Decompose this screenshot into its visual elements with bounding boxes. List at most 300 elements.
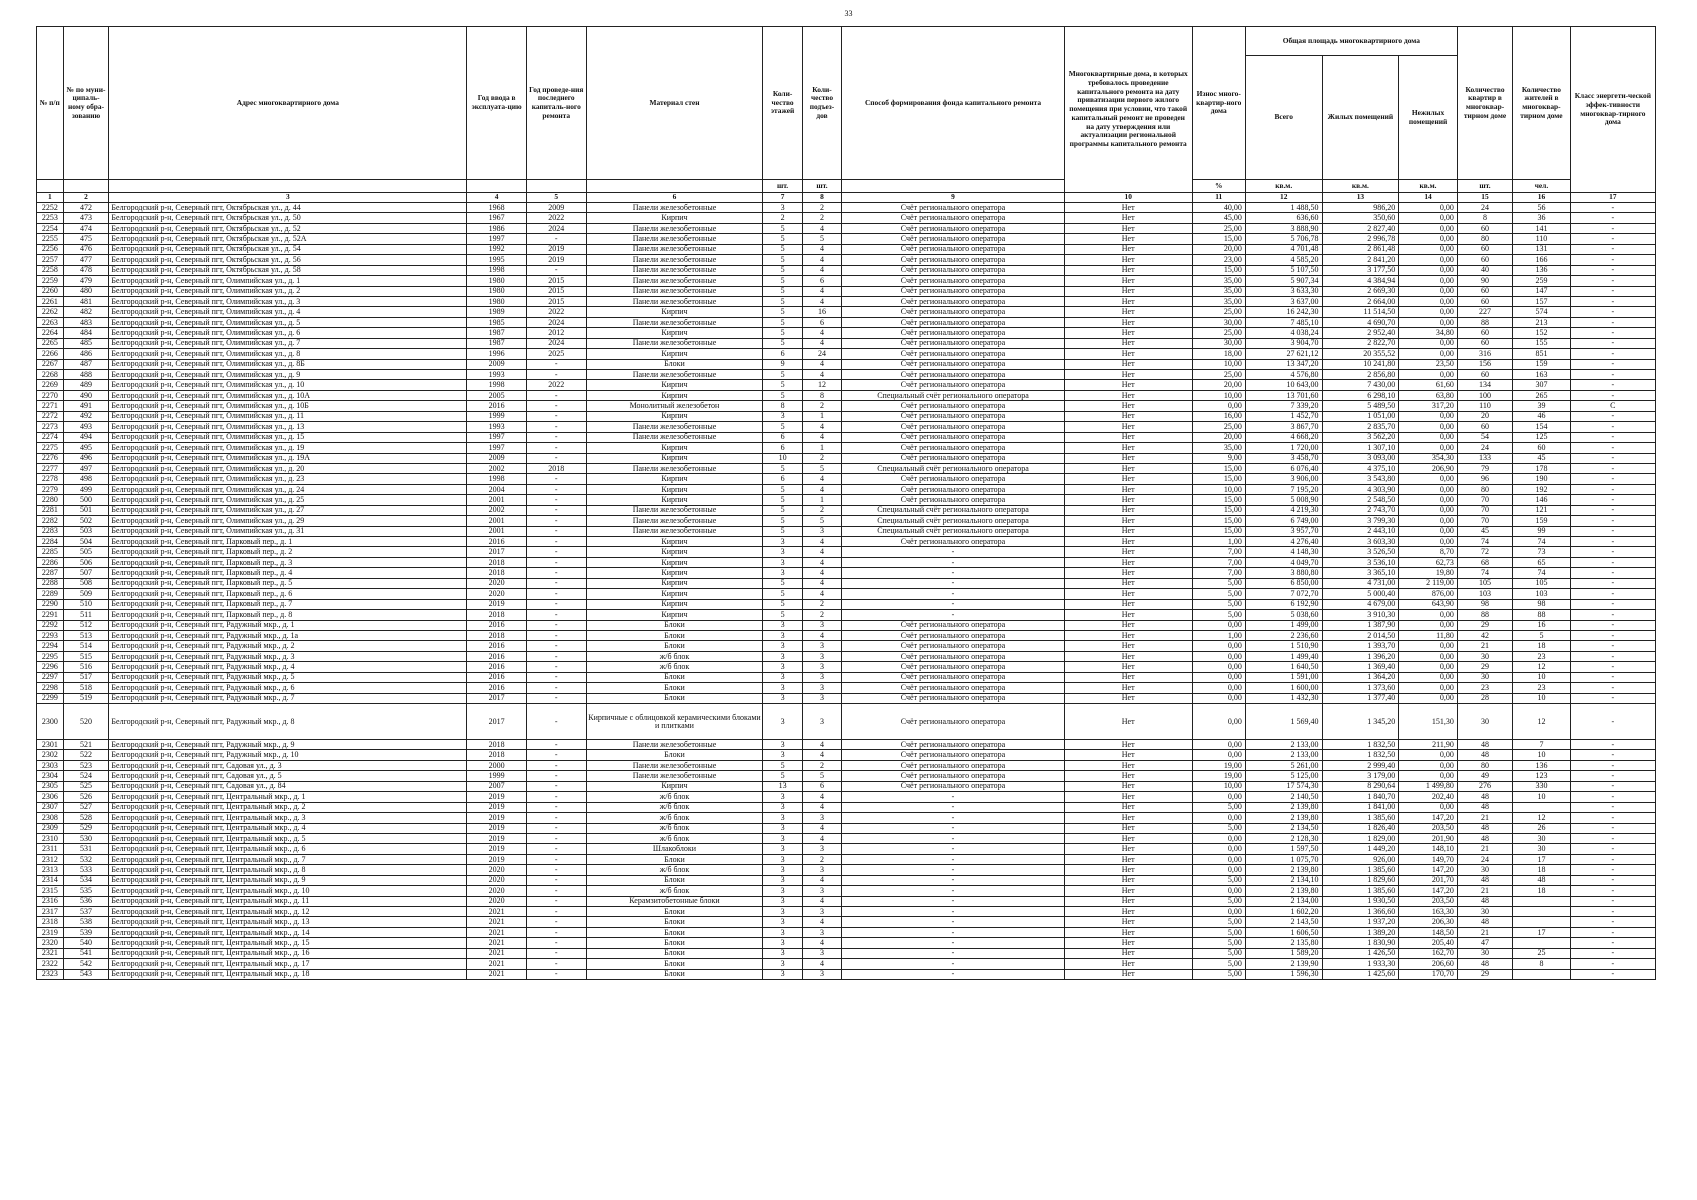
floors-cell: 13 — [763, 781, 802, 791]
entrances-cell: 3 — [802, 844, 841, 854]
area-living-cell: 1 829,60 — [1322, 875, 1399, 885]
area-nonliving-cell: 0,00 — [1399, 484, 1458, 494]
year-built-cell: 2016 — [467, 683, 527, 693]
privatization-cell: Нет — [1064, 557, 1192, 567]
wear-cell: 25,00 — [1192, 223, 1245, 233]
year-repair-cell: - — [526, 411, 586, 421]
privatization-cell: Нет — [1064, 463, 1192, 473]
floors-cell: 5 — [763, 296, 802, 306]
municipal-number: 490 — [63, 390, 109, 400]
wall-material-cell: Блоки — [586, 927, 763, 937]
year-repair-cell: 2015 — [526, 276, 586, 286]
wear-cell: 5,00 — [1192, 917, 1245, 927]
address-cell: Белгородский р-н, Северный пгт, Радужный мкр., д. 1 — [109, 620, 467, 630]
header-apartments: Количество квартир в многоквар-тирном доме — [1457, 27, 1512, 180]
area-nonliving-cell: 0,00 — [1399, 422, 1458, 432]
address-cell: Белгородский р-н, Северный пгт, Олимпийская ул., д. 29 — [109, 516, 467, 526]
wall-material-cell: ж/б блок — [586, 662, 763, 672]
row-number: 2295 — [37, 651, 64, 661]
privatization-cell: Нет — [1064, 589, 1192, 599]
table-row — [37, 750, 1656, 760]
wear-cell: 1,00 — [1192, 537, 1245, 547]
wear-cell: 5,00 — [1192, 589, 1245, 599]
wall-material-cell: Шлакоблоки — [586, 844, 763, 854]
year-repair-cell: - — [526, 453, 586, 463]
table-row — [37, 276, 1656, 286]
area-total-cell: 6 749,00 — [1245, 516, 1322, 526]
residents-cell: 39 — [1513, 401, 1571, 411]
fund-method-cell: - — [842, 792, 1065, 802]
table-row — [37, 349, 1656, 359]
municipal-number: 534 — [63, 875, 109, 885]
year-repair-cell: - — [526, 802, 586, 812]
wall-material-cell: Блоки — [586, 641, 763, 651]
wear-cell: 0,00 — [1192, 813, 1245, 823]
residents-cell: 17 — [1513, 854, 1571, 864]
residents-cell: 125 — [1513, 432, 1571, 442]
municipal-number: 484 — [63, 328, 109, 338]
year-built-cell: 2018 — [467, 610, 527, 620]
floors-cell: 3 — [763, 907, 802, 917]
address-cell: Белгородский р-н, Северный пгт, Олимпийская ул., д. 10 — [109, 380, 467, 390]
area-total-cell: 3 458,70 — [1245, 453, 1322, 463]
wall-material-cell: Кирпич — [586, 537, 763, 547]
area-total-cell: 1 600,00 — [1245, 683, 1322, 693]
table-row — [37, 802, 1656, 812]
municipal-number: 521 — [63, 740, 109, 750]
fund-method-cell: Счёт регионального оператора — [842, 760, 1065, 770]
year-built-cell: 1995 — [467, 255, 527, 265]
floors-cell: 5 — [763, 771, 802, 781]
year-repair-cell: - — [526, 620, 586, 630]
year-repair-cell: - — [526, 641, 586, 651]
wear-cell: 15,00 — [1192, 495, 1245, 505]
year-built-cell: 1998 — [467, 380, 527, 390]
privatization-cell: Нет — [1064, 704, 1192, 740]
row-number: 2286 — [37, 557, 64, 567]
area-total-cell: 1 499,40 — [1245, 651, 1322, 661]
apartments-cell: 30 — [1457, 704, 1512, 740]
energy-class-cell: - — [1570, 589, 1655, 599]
floors-cell: 3 — [763, 704, 802, 740]
header-mun-no: № по муни-ципаль-ному обра-зованию — [63, 27, 109, 180]
wall-material-cell: Панели железобетонные — [586, 286, 763, 296]
privatization-cell: Нет — [1064, 771, 1192, 781]
year-built-cell: 1986 — [467, 223, 527, 233]
area-nonliving-cell: 0,00 — [1399, 672, 1458, 682]
year-repair-cell: - — [526, 683, 586, 693]
year-repair-cell: - — [526, 547, 586, 557]
area-total-cell: 1 720,00 — [1245, 443, 1322, 453]
residents-cell: 74 — [1513, 568, 1571, 578]
area-nonliving-cell: 147,20 — [1399, 865, 1458, 875]
area-living-cell: 2 664,00 — [1322, 296, 1399, 306]
area-total-cell: 5 125,00 — [1245, 771, 1322, 781]
table-row — [37, 317, 1656, 327]
residents-cell: 131 — [1513, 244, 1571, 254]
apartments-cell: 80 — [1457, 234, 1512, 244]
table-row — [37, 907, 1656, 917]
address-cell: Белгородский р-н, Северный пгт, Октябрьская ул., д. 50 — [109, 213, 467, 223]
row-number: 2265 — [37, 338, 64, 348]
fund-method-cell: Счёт регионального оператора — [842, 370, 1065, 380]
address-cell: Белгородский р-н, Северный пгт, Олимпийская ул., д. 6 — [109, 328, 467, 338]
energy-class-cell: - — [1570, 672, 1655, 682]
energy-class-cell: - — [1570, 802, 1655, 812]
table-row — [37, 244, 1656, 254]
year-repair-cell: - — [526, 740, 586, 750]
fund-method-cell: Счёт регионального оператора — [842, 244, 1065, 254]
privatization-cell: Нет — [1064, 578, 1192, 588]
table-row — [37, 969, 1656, 979]
floors-cell: 10 — [763, 453, 802, 463]
privatization-cell: Нет — [1064, 370, 1192, 380]
area-total-cell: 2 139,80 — [1245, 865, 1322, 875]
floors-cell: 3 — [763, 740, 802, 750]
row-number: 2276 — [37, 453, 64, 463]
area-nonliving-cell: 0,00 — [1399, 234, 1458, 244]
units-row — [37, 180, 1656, 193]
entrances-cell: 4 — [802, 422, 841, 432]
floors-cell: 3 — [763, 886, 802, 896]
floors-cell: 5 — [763, 526, 802, 536]
privatization-cell: Нет — [1064, 537, 1192, 547]
wall-material-cell: Блоки — [586, 875, 763, 885]
floors-cell: 3 — [763, 865, 802, 875]
apartments-cell: 30 — [1457, 651, 1512, 661]
floors-cell: 9 — [763, 359, 802, 369]
area-living-cell: 3 365,10 — [1322, 568, 1399, 578]
entrances-cell: 2 — [802, 610, 841, 620]
residents-cell: 30 — [1513, 833, 1571, 843]
table-row — [37, 693, 1656, 703]
municipal-number: 531 — [63, 844, 109, 854]
apartments-cell: 47 — [1457, 938, 1512, 948]
area-total-cell: 7 195,20 — [1245, 484, 1322, 494]
floors-cell: 6 — [763, 432, 802, 442]
table-row — [37, 813, 1656, 823]
row-number: 2294 — [37, 641, 64, 651]
municipal-number: 538 — [63, 917, 109, 927]
residents-cell — [1513, 969, 1571, 979]
table-row — [37, 328, 1656, 338]
floors-cell: 5 — [763, 422, 802, 432]
address-cell: Белгородский р-н, Северный пгт, Центральный мкр., д. 1 — [109, 792, 467, 802]
area-total-cell: 1 606,50 — [1245, 927, 1322, 937]
header-area-nonliving: Нежилых помещений — [1399, 56, 1458, 180]
fund-method-cell: Специальный счёт регионального оператора — [842, 463, 1065, 473]
wear-cell: 23,00 — [1192, 255, 1245, 265]
energy-class-cell: - — [1570, 265, 1655, 275]
address-cell: Белгородский р-н, Северный пгт, Центральный мкр., д. 9 — [109, 875, 467, 885]
area-nonliving-cell: 0,00 — [1399, 516, 1458, 526]
area-nonliving-cell: 147,20 — [1399, 886, 1458, 896]
municipal-number: 505 — [63, 547, 109, 557]
unit-area-total: кв.м. — [1245, 180, 1322, 193]
entrances-cell: 4 — [802, 896, 841, 906]
apartments-cell: 60 — [1457, 422, 1512, 432]
address-cell: Белгородский р-н, Северный пгт, Олимпийская ул., д. 27 — [109, 505, 467, 515]
address-cell: Белгородский р-н, Северный пгт, Садовая ул., д. 5 — [109, 771, 467, 781]
year-built-cell: 2001 — [467, 516, 527, 526]
wear-cell: 0,00 — [1192, 833, 1245, 843]
area-nonliving-cell: 206,90 — [1399, 463, 1458, 473]
entrances-cell: 3 — [802, 683, 841, 693]
energy-class-cell: - — [1570, 338, 1655, 348]
column-number: 16 — [1513, 193, 1571, 203]
area-nonliving-cell: 876,00 — [1399, 589, 1458, 599]
privatization-cell: Нет — [1064, 760, 1192, 770]
wall-material-cell: Кирпич — [586, 213, 763, 223]
entrances-cell: 3 — [802, 672, 841, 682]
area-nonliving-cell: 0,00 — [1399, 432, 1458, 442]
row-number: 2292 — [37, 620, 64, 630]
area-nonliving-cell: 0,00 — [1399, 370, 1458, 380]
energy-class-cell: - — [1570, 244, 1655, 254]
wear-cell: 0,00 — [1192, 641, 1245, 651]
year-built-cell: 2000 — [467, 760, 527, 770]
area-total-cell: 2 134,50 — [1245, 823, 1322, 833]
address-cell: Белгородский р-н, Северный пгт, Радужный мкр., д. 2 — [109, 641, 467, 651]
area-nonliving-cell: 63,80 — [1399, 390, 1458, 400]
apartments-cell: 276 — [1457, 781, 1512, 791]
floors-cell: 3 — [763, 792, 802, 802]
privatization-cell: Нет — [1064, 495, 1192, 505]
area-living-cell: 2 822,70 — [1322, 338, 1399, 348]
privatization-cell: Нет — [1064, 276, 1192, 286]
entrances-cell: 2 — [802, 760, 841, 770]
table-row — [37, 526, 1656, 536]
year-repair-cell: - — [526, 557, 586, 567]
year-repair-cell: - — [526, 959, 586, 969]
row-number: 2252 — [37, 203, 64, 213]
column-number: 13 — [1322, 193, 1399, 203]
fund-method-cell: Счёт регионального оператора — [842, 234, 1065, 244]
address-cell: Белгородский р-н, Северный пгт, Олимпийская ул., д. 7 — [109, 338, 467, 348]
entrances-cell: 3 — [802, 651, 841, 661]
year-built-cell: 2002 — [467, 463, 527, 473]
table-row — [37, 651, 1656, 661]
entrances-cell: 8 — [802, 390, 841, 400]
fund-method-cell: Счёт регионального оператора — [842, 307, 1065, 317]
wall-material-cell: Панели железобетонные — [586, 370, 763, 380]
energy-class-cell: - — [1570, 740, 1655, 750]
floors-cell: 3 — [763, 641, 802, 651]
table-row — [37, 589, 1656, 599]
residents-cell: 159 — [1513, 359, 1571, 369]
table-row — [37, 557, 1656, 567]
header-privatization: Многоквартирные дома, в которых требовалось проведение капитального ремонта на дату приватизации первого жилого помещения при условии, что такой капитальный ремонт не проведен на дату утверждения или актуализации региональной программы капитального ремонта — [1064, 27, 1192, 193]
area-total-cell: 4 585,20 — [1245, 255, 1322, 265]
area-living-cell: 2 841,20 — [1322, 255, 1399, 265]
energy-class-cell: - — [1570, 557, 1655, 567]
address-cell: Белгородский р-н, Северный пгт, Олимпийская ул., д. 20 — [109, 463, 467, 473]
fund-method-cell: - — [842, 927, 1065, 937]
area-living-cell: 1 841,00 — [1322, 802, 1399, 812]
wear-cell: 40,00 — [1192, 203, 1245, 213]
address-cell: Белгородский р-н, Северный пгт, Олимпийская ул., д. 1 — [109, 276, 467, 286]
residents-cell: 88 — [1513, 610, 1571, 620]
entrances-cell: 4 — [802, 833, 841, 843]
wear-cell: 0,00 — [1192, 693, 1245, 703]
address-cell: Белгородский р-н, Северный пгт, Центральный мкр., д. 15 — [109, 938, 467, 948]
apartments-cell: 21 — [1457, 927, 1512, 937]
apartments-cell: 70 — [1457, 495, 1512, 505]
floors-cell: 3 — [763, 630, 802, 640]
year-built-cell: 2017 — [467, 693, 527, 703]
privatization-cell: Нет — [1064, 390, 1192, 400]
row-number: 2253 — [37, 213, 64, 223]
area-living-cell: 2 014,50 — [1322, 630, 1399, 640]
address-cell: Белгородский р-н, Северный пгт, Центральный мкр., д. 3 — [109, 813, 467, 823]
municipal-number: 491 — [63, 401, 109, 411]
fund-method-cell: - — [842, 948, 1065, 958]
fund-method-cell: Счёт регионального оператора — [842, 693, 1065, 703]
fund-method-cell: - — [842, 610, 1065, 620]
apartments-cell: 20 — [1457, 411, 1512, 421]
apartments-cell: 48 — [1457, 823, 1512, 833]
table-row — [37, 265, 1656, 275]
privatization-cell: Нет — [1064, 349, 1192, 359]
municipal-number: 492 — [63, 411, 109, 421]
area-living-cell: 1 425,60 — [1322, 969, 1399, 979]
privatization-cell: Нет — [1064, 255, 1192, 265]
energy-class-cell: - — [1570, 620, 1655, 630]
wall-material-cell: Панели железобетонные — [586, 463, 763, 473]
wear-cell: 0,00 — [1192, 704, 1245, 740]
municipal-number: 529 — [63, 823, 109, 833]
apartments-cell: 110 — [1457, 401, 1512, 411]
wear-cell: 19,00 — [1192, 760, 1245, 770]
row-number: 2272 — [37, 411, 64, 421]
year-built-cell: 1997 — [467, 234, 527, 244]
fund-method-cell: Счёт регионального оператора — [842, 781, 1065, 791]
privatization-cell: Нет — [1064, 813, 1192, 823]
address-cell: Белгородский р-н, Северный пгт, Центральный мкр., д. 18 — [109, 969, 467, 979]
column-number: 17 — [1570, 193, 1655, 203]
address-cell: Белгородский р-н, Северный пгт, Олимпийская ул., д. 9 — [109, 370, 467, 380]
area-living-cell: 6 298,10 — [1322, 390, 1399, 400]
table-row — [37, 307, 1656, 317]
entrances-cell: 4 — [802, 630, 841, 640]
year-repair-cell: - — [526, 781, 586, 791]
privatization-cell: Нет — [1064, 907, 1192, 917]
entrances-cell: 2 — [802, 599, 841, 609]
area-total-cell: 4 701,48 — [1245, 244, 1322, 254]
municipal-number: 479 — [63, 276, 109, 286]
wall-material-cell: Кирпич — [586, 443, 763, 453]
floors-cell: 5 — [763, 495, 802, 505]
table-row — [37, 771, 1656, 781]
year-built-cell: 2018 — [467, 740, 527, 750]
fund-method-cell: - — [842, 823, 1065, 833]
wall-material-cell: Кирпич — [586, 599, 763, 609]
privatization-cell: Нет — [1064, 432, 1192, 442]
fund-method-cell: Специальный счёт регионального оператора — [842, 505, 1065, 515]
wear-cell: 0,00 — [1192, 683, 1245, 693]
column-number: 8 — [802, 193, 841, 203]
year-built-cell: 2020 — [467, 886, 527, 896]
year-repair-cell: - — [526, 568, 586, 578]
energy-class-cell: - — [1570, 865, 1655, 875]
wall-material-cell: Панели железобетонные — [586, 265, 763, 275]
year-repair-cell: - — [526, 875, 586, 885]
address-cell: Белгородский р-н, Северный пгт, Октябрьская ул., д. 44 — [109, 203, 467, 213]
area-living-cell: 2 669,30 — [1322, 286, 1399, 296]
wall-material-cell: Блоки — [586, 854, 763, 864]
table-row — [37, 854, 1656, 864]
municipal-number: 501 — [63, 505, 109, 515]
entrances-cell: 4 — [802, 568, 841, 578]
wear-cell: 5,00 — [1192, 802, 1245, 812]
residents-cell: 45 — [1513, 453, 1571, 463]
fund-method-cell: Счёт регионального оператора — [842, 380, 1065, 390]
residents-cell: 10 — [1513, 792, 1571, 802]
fund-method-cell: Счёт регионального оператора — [842, 401, 1065, 411]
area-living-cell: 20 355,52 — [1322, 349, 1399, 359]
apartments-cell: 60 — [1457, 296, 1512, 306]
area-total-cell: 1 602,20 — [1245, 907, 1322, 917]
apartments-cell: 54 — [1457, 432, 1512, 442]
column-number: 3 — [109, 193, 467, 203]
year-built-cell: 1989 — [467, 307, 527, 317]
area-nonliving-cell: 0,00 — [1399, 802, 1458, 812]
area-living-cell: 2 743,70 — [1322, 505, 1399, 515]
apartments-cell: 29 — [1457, 662, 1512, 672]
fund-method-cell: - — [842, 969, 1065, 979]
energy-class-cell: - — [1570, 317, 1655, 327]
address-cell: Белгородский р-н, Северный пгт, Центральный мкр., д. 12 — [109, 907, 467, 917]
year-built-cell: 2019 — [467, 833, 527, 843]
entrances-cell: 4 — [802, 328, 841, 338]
municipal-number: 516 — [63, 662, 109, 672]
area-living-cell: 1 832,50 — [1322, 740, 1399, 750]
energy-class-cell: - — [1570, 296, 1655, 306]
area-living-cell: 1 396,20 — [1322, 651, 1399, 661]
entrances-cell: 6 — [802, 781, 841, 791]
area-total-cell: 2 133,00 — [1245, 750, 1322, 760]
row-number: 2297 — [37, 672, 64, 682]
wear-cell: 15,00 — [1192, 234, 1245, 244]
apartments-cell: 30 — [1457, 672, 1512, 682]
floors-cell: 3 — [763, 969, 802, 979]
privatization-cell: Нет — [1064, 651, 1192, 661]
area-living-cell: 1 373,60 — [1322, 683, 1399, 693]
area-total-cell: 5 008,90 — [1245, 495, 1322, 505]
residents-cell: 192 — [1513, 484, 1571, 494]
area-total-cell: 636,60 — [1245, 213, 1322, 223]
energy-class-cell: - — [1570, 844, 1655, 854]
year-built-cell: 2016 — [467, 662, 527, 672]
privatization-cell: Нет — [1064, 959, 1192, 969]
wall-material-cell: Блоки — [586, 693, 763, 703]
energy-class-cell: - — [1570, 875, 1655, 885]
address-cell: Белгородский р-н, Северный пгт, Олимпийская ул., д. 31 — [109, 526, 467, 536]
year-built-cell: 2018 — [467, 557, 527, 567]
municipal-number: 497 — [63, 463, 109, 473]
table-row — [37, 823, 1656, 833]
wall-material-cell: Панели железобетонные — [586, 244, 763, 254]
area-living-cell: 1 830,90 — [1322, 938, 1399, 948]
entrances-cell: 4 — [802, 537, 841, 547]
fund-method-cell: - — [842, 959, 1065, 969]
privatization-cell: Нет — [1064, 296, 1192, 306]
year-built-cell: 2016 — [467, 401, 527, 411]
fund-method-cell: Счёт регионального оператора — [842, 296, 1065, 306]
wear-cell: 19,00 — [1192, 771, 1245, 781]
row-number: 2257 — [37, 255, 64, 265]
year-repair-cell: 2012 — [526, 328, 586, 338]
